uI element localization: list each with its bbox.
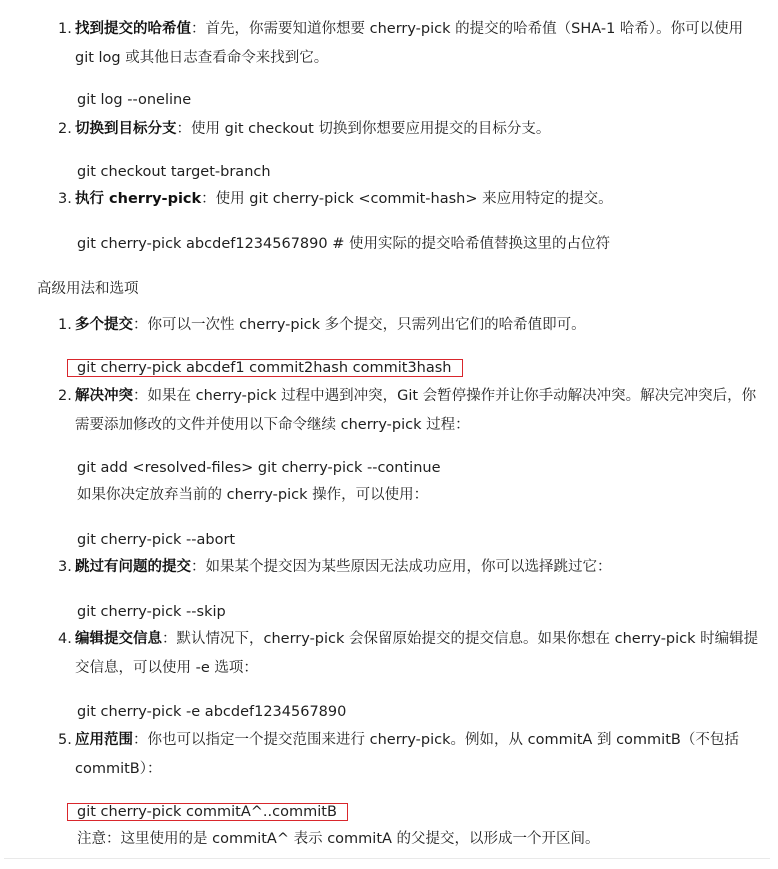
list-number: 1. xyxy=(58,21,72,37)
highlighted-code: git cherry-pick commitA^..commitB xyxy=(67,803,348,821)
list-text: 使用 git cherry-pick <commit-hash> 来应用特定的提交。 xyxy=(215,191,613,207)
list-text: 首先，你需要知道你想要 cherry-pick 的提交的哈希值（SHA-1 哈希）。你可以使用 git log 或其他日志查看命令来找到它。 xyxy=(75,21,744,66)
note-abort-intro: 如果你决定放弃当前的 cherry-pick 操作，可以使用： xyxy=(77,487,429,503)
code-line-skip: git cherry-pick --skip xyxy=(77,604,226,620)
list-number: 2. xyxy=(58,388,72,404)
list-term: 多个提交 xyxy=(75,317,133,333)
list-text: 如果在 cherry-pick 过程中遇到冲突，Git 会暂停操作并让你手动解决冲突。解决完冲突后，你需要添加修改的文件并使用以下命令继续 cherry-pick 过程： xyxy=(75,388,757,433)
code-line-edit: git cherry-pick -e abcdef1234567890 xyxy=(77,704,347,720)
list-item-checkout: 2. 切换到目标分支：使用 git checkout 切换到你想要应用提交的目标分支。 xyxy=(58,115,764,144)
list-number: 5. xyxy=(58,732,72,748)
list-number: 3. xyxy=(58,559,72,575)
list-term: 解决冲突 xyxy=(75,388,133,404)
list-number: 4. xyxy=(58,631,72,647)
code-line-continue: git add <resolved-files> git cherry-pick --continue xyxy=(77,460,441,476)
list-term: 执行 cherry-pick xyxy=(75,191,202,207)
list-number: 1. xyxy=(58,317,72,333)
list-text: 你可以一次性 cherry-pick 多个提交，只需列出它们的哈希值即可。 xyxy=(147,317,586,333)
code-line-multi xyxy=(77,357,463,379)
list-text: 如果某个提交因为某些原因无法成功应用，你可以选择跳过它： xyxy=(205,559,612,575)
list-text: 默认情况下，cherry-pick 会保留原始提交的提交信息。如果你想在 cherry-pick 时编辑提交信息，可以使用 -e 选项： xyxy=(75,631,759,676)
list-text: 你也可以指定一个提交范围来进行 cherry-pick。例如，从 commitA 到 commitB（不包括 commitB）： xyxy=(75,732,739,777)
list-item-edit-message: 4. 编辑提交信息：默认情况下，cherry-pick 会保留原始提交的提交信息。如果你想在 cherry-pick 时编辑提交信息，可以使用 -e 选项： xyxy=(58,625,764,683)
list-term: 切换到目标分支 xyxy=(75,121,177,137)
list-item-skip: 3. 跳过有问题的提交：如果某个提交因为某些原因无法成功应用，你可以选择跳过它： xyxy=(58,553,764,582)
list-number: 3. xyxy=(58,191,72,207)
list-number: 2. xyxy=(58,121,72,137)
code-line-checkout: git checkout target-branch xyxy=(77,164,271,180)
code-line-pick: git cherry-pick abcdef1234567890 # 使用实际的提交哈希值替换这里的占位符 xyxy=(77,236,610,252)
section-heading: 高级用法和选项 xyxy=(37,281,139,297)
code-line-range xyxy=(77,801,348,823)
list-item-multiple-commits: 1. 多个提交：你可以一次性 cherry-pick 多个提交，只需列出它们的哈希值即可。 xyxy=(58,311,764,340)
list-term: 找到提交的哈希值 xyxy=(75,21,191,37)
list-text: 使用 git checkout 切换到你想要应用提交的目标分支。 xyxy=(191,121,551,137)
list-term: 编辑提交信息 xyxy=(75,631,162,647)
note-range: 注意：这里使用的是 commitA^ 表示 commitA 的父提交，以形成一个开区间。 xyxy=(77,831,600,847)
list-item-execute: 3. 执行 cherry-pick：使用 git cherry-pick <commit-hash> 来应用特定的提交。 xyxy=(58,185,764,214)
list-item-find-hash: 1. 找到提交的哈希值：首先，你需要知道你想要 cherry-pick 的提交的哈希值（SHA-1 哈希）。你可以使用 git log 或其他日志查看命令来找到它。 xyxy=(58,15,764,73)
code-line-log: git log --oneline xyxy=(77,92,192,108)
list-term: 应用范围 xyxy=(75,732,133,748)
highlighted-code: git cherry-pick abcdef1 commit2hash commit3hash xyxy=(67,359,463,377)
list-item-resolve-conflicts: 2. 解决冲突：如果在 cherry-pick 过程中遇到冲突，Git 会暂停操作并让你手动解决冲突。解决完冲突后，你需要添加修改的文件并使用以下命令继续 cherry-pick 过程： xyxy=(58,382,764,440)
code-line-abort: git cherry-pick --abort xyxy=(77,532,236,548)
list-item-apply-range: 5. 应用范围：你也可以指定一个提交范围来进行 cherry-pick。例如，从 commitA 到 commitB（不包括 commitB）： xyxy=(58,726,764,784)
list-term: 跳过有问题的提交 xyxy=(75,559,191,575)
